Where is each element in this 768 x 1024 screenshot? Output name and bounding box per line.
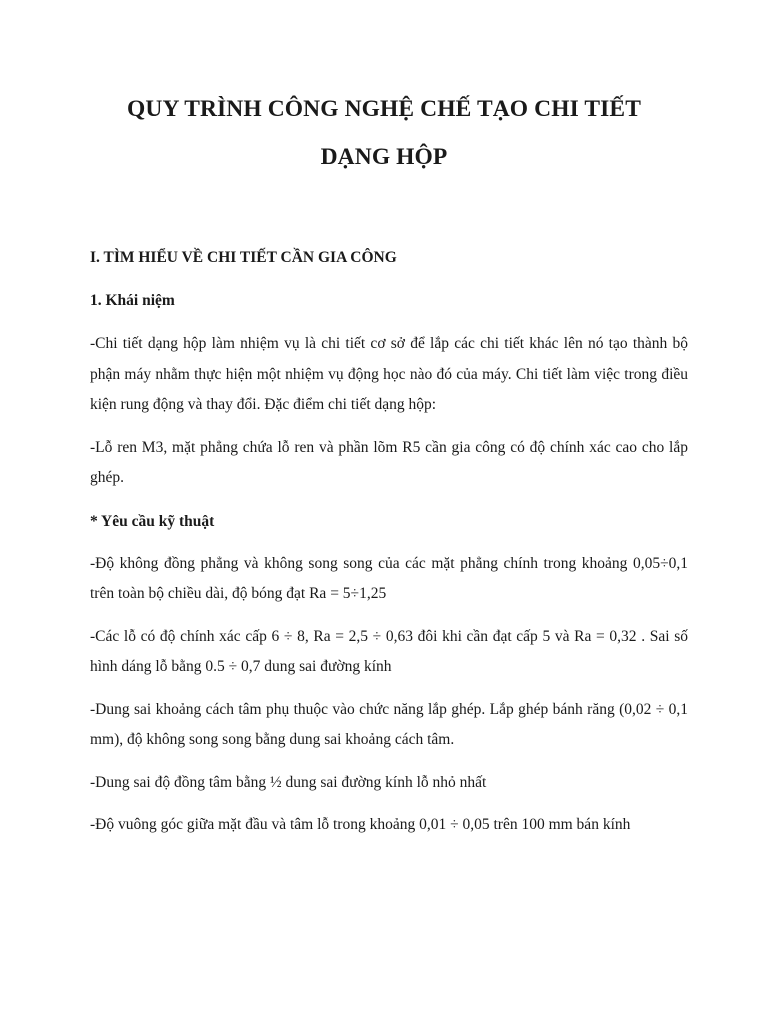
paragraph: -Chi tiết dạng hộp làm nhiệm vụ là chi tiết cơ sở để lắp các chi tiết khác lên nó tạo thành bộ phận máy nhằm thực hiện một nhiệm vụ động học nào đó của máy. Chi tiết làm việc trong điều kiện rung động và thay đổi. Đặc điểm chi tiết dạng hộp: [90, 335, 688, 413]
document-title [60, 85, 708, 181]
paragraph: -Độ không đồng phẳng và không song song của các mặt phẳng chính trong khoảng 0,05÷0,1 trên toàn bộ chiều dài, độ bóng đạt Ra = 5÷1,25 [90, 554, 688, 602]
subheading-technical-requirements: * Yêu cầu kỹ thuật [90, 512, 215, 530]
paragraph: -Độ vuông góc giữa mặt đầu và tâm lỗ trong khoảng 0,01 ÷ 0,05 trên 100 mm bán kính [90, 816, 631, 833]
title-line-2: DẠNG HỘP [320, 144, 448, 170]
paragraph: -Dung sai độ đồng tâm bằng ½ dung sai đường kính lỗ nhỏ nhất [90, 773, 487, 791]
subheading-concept: 1. Khái niệm [90, 292, 175, 309]
paragraph: -Lỗ ren M3, mặt phẳng chứa lỗ ren và phần lõm R5 cần gia công có độ chính xác cao cho lắp ghép. [90, 438, 688, 486]
document-body [90, 243, 688, 841]
paragraph: -Dung sai khoảng cách tâm phụ thuộc vào chức năng lắp ghép. Lắp ghép bánh răng (0,02 ÷ 0,1 mm), độ không song song bằng dung sai khoảng cách tâm. [90, 700, 688, 748]
paragraph: -Các lỗ có độ chính xác cấp 6 ÷ 8, Ra = 2,5 ÷ 0,63 đôi khi cần đạt cấp 5 và Ra = 0,32 . Sai số hình dáng lỗ bằng 0.5 ÷ 0,7 dung sai đường kính [90, 627, 688, 675]
section-heading: I. TÌM HIỂU VỀ CHI TIẾT CẦN GIA CÔNG [90, 249, 397, 266]
title-line-1: QUY TRÌNH CÔNG NGHỆ CHẾ TẠO CHI TIẾT [127, 96, 641, 122]
